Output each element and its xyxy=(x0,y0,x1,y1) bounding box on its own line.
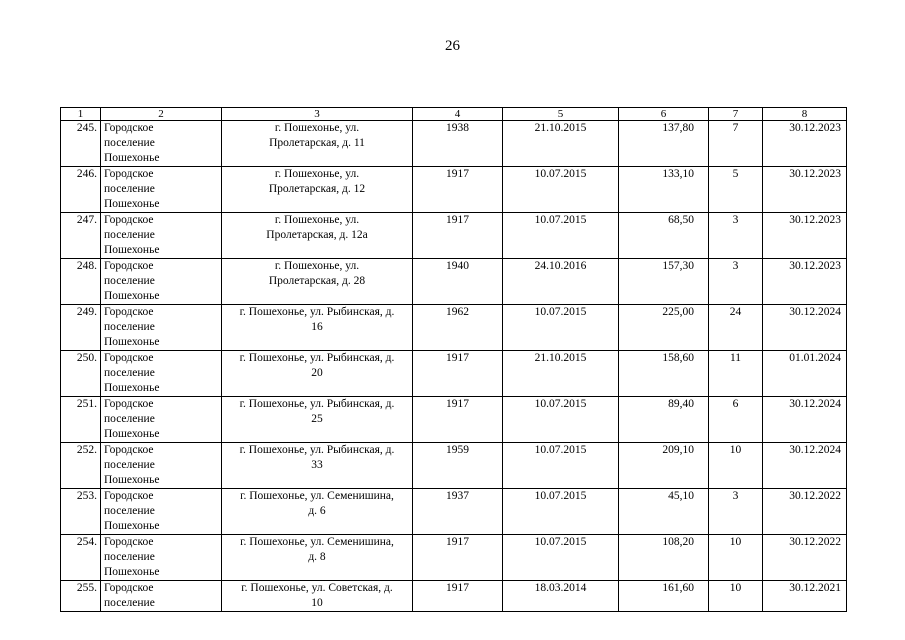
settlement-line: Пошехонье xyxy=(104,566,160,578)
table-row xyxy=(61,351,847,397)
settlement-line: Пошехонье xyxy=(104,198,160,210)
settlement-line: поселение xyxy=(104,137,155,149)
address-line: г. Пошехонье, ул. Советская, д. xyxy=(241,582,393,594)
count-cell: 3 xyxy=(709,213,763,259)
settlement-cell xyxy=(101,535,222,581)
page-number: 26 xyxy=(445,38,460,54)
column-number: 5 xyxy=(503,108,619,121)
year-cell: 1917 xyxy=(413,581,503,612)
address-line: г. Пошехонье, ул. xyxy=(274,260,360,272)
settlement-line: Городское xyxy=(104,490,154,502)
count-cell: 7 xyxy=(709,121,763,167)
row-number-cell: 249. xyxy=(61,305,101,351)
address-line: г. Пошехонье, ул. Рыбинская, д. xyxy=(239,398,395,410)
term-cell: 30.12.2023 xyxy=(763,121,847,167)
row-number-cell: 255. xyxy=(61,581,101,612)
year-cell: 1959 xyxy=(413,443,503,489)
table-row xyxy=(61,259,847,305)
address-cell xyxy=(222,213,413,259)
address-cell xyxy=(222,581,413,612)
term-cell: 30.12.2022 xyxy=(763,489,847,535)
count-cell: 5 xyxy=(709,167,763,213)
area-cell: 108,20 xyxy=(619,535,709,581)
count-cell: 3 xyxy=(709,259,763,305)
address-line: г. Пошехонье, ул. xyxy=(274,122,360,134)
count-cell: 6 xyxy=(709,397,763,443)
address-cell xyxy=(222,535,413,581)
settlement-line: Городское xyxy=(104,352,154,364)
date-cell: 21.10.2015 xyxy=(503,121,619,167)
term-cell: 30.12.2023 xyxy=(763,213,847,259)
address-cell xyxy=(222,305,413,351)
count-cell: 3 xyxy=(709,489,763,535)
address-line: Пролетарская, д. 28 xyxy=(268,275,366,287)
settlement-line: Городское xyxy=(104,214,154,226)
address-line: Пролетарская, д. 12 xyxy=(268,183,366,195)
settlement-line: поселение xyxy=(104,597,155,609)
area-cell: 209,10 xyxy=(619,443,709,489)
row-number-cell: 245. xyxy=(61,121,101,167)
settlement-line: Пошехонье xyxy=(104,520,160,532)
address-line: г. Пошехонье, ул. Рыбинская, д. xyxy=(239,306,395,318)
count-cell: 11 xyxy=(709,351,763,397)
area-cell: 157,30 xyxy=(619,259,709,305)
settlement-line: поселение xyxy=(104,367,155,379)
address-cell xyxy=(222,259,413,305)
table-row xyxy=(61,397,847,443)
year-cell: 1917 xyxy=(413,167,503,213)
address-line: 25 xyxy=(311,413,323,425)
settlement-line: поселение xyxy=(104,413,155,425)
address-cell xyxy=(222,351,413,397)
column-number: 1 xyxy=(61,108,101,121)
term-cell: 01.01.2024 xyxy=(763,351,847,397)
term-cell: 30.12.2024 xyxy=(763,397,847,443)
address-line: 16 xyxy=(311,321,323,333)
year-cell: 1917 xyxy=(413,213,503,259)
address-line: 20 xyxy=(311,367,323,379)
term-cell: 30.12.2022 xyxy=(763,535,847,581)
address-line: г. Пошехонье, ул. Семенишина, xyxy=(240,536,394,548)
settlement-line: Пошехонье xyxy=(104,474,160,486)
year-cell: 1937 xyxy=(413,489,503,535)
column-number: 8 xyxy=(763,108,847,121)
settlement-line: Пошехонье xyxy=(104,428,160,440)
address-cell xyxy=(222,121,413,167)
address-line: г. Пошехонье, ул. Рыбинская, д. xyxy=(239,352,395,364)
area-cell: 89,40 xyxy=(619,397,709,443)
address-line: Пролетарская, д. 12а xyxy=(266,229,368,241)
settlement-line: Городское xyxy=(104,398,154,410)
area-cell: 137,80 xyxy=(619,121,709,167)
settlement-line: Городское xyxy=(104,168,154,180)
settlement-cell xyxy=(101,259,222,305)
address-cell xyxy=(222,443,413,489)
table-row xyxy=(61,489,847,535)
address-line: г. Пошехонье, ул. Рыбинская, д. xyxy=(239,444,395,456)
date-cell: 21.10.2015 xyxy=(503,351,619,397)
address-cell xyxy=(222,167,413,213)
table-row xyxy=(61,443,847,489)
area-cell: 225,00 xyxy=(619,305,709,351)
count-cell: 10 xyxy=(709,443,763,489)
column-number: 4 xyxy=(413,108,503,121)
settlement-line: Пошехонье xyxy=(104,290,160,302)
year-cell: 1917 xyxy=(413,397,503,443)
term-cell: 30.12.2023 xyxy=(763,259,847,305)
settlement-cell xyxy=(101,581,222,612)
table-row xyxy=(61,305,847,351)
settlement-line: поселение xyxy=(104,183,155,195)
settlement-cell xyxy=(101,305,222,351)
date-cell: 10.07.2015 xyxy=(503,213,619,259)
housing-registry-table xyxy=(60,107,847,612)
settlement-line: Городское xyxy=(104,582,154,594)
address-line: г. Пошехонье, ул. xyxy=(274,168,360,180)
address-line: д. 8 xyxy=(308,551,326,563)
year-cell: 1940 xyxy=(413,259,503,305)
address-cell xyxy=(222,489,413,535)
settlement-line: поселение xyxy=(104,505,155,517)
year-cell: 1962 xyxy=(413,305,503,351)
term-cell: 30.12.2021 xyxy=(763,581,847,612)
date-cell: 10.07.2015 xyxy=(503,535,619,581)
settlement-line: Городское xyxy=(104,306,154,318)
address-cell xyxy=(222,397,413,443)
settlement-cell xyxy=(101,167,222,213)
settlement-line: Пошехонье xyxy=(104,244,160,256)
year-cell: 1938 xyxy=(413,121,503,167)
settlement-line: Пошехонье xyxy=(104,152,160,164)
area-cell: 68,50 xyxy=(619,213,709,259)
address-line: 33 xyxy=(311,459,323,471)
table-row xyxy=(61,167,847,213)
area-cell: 133,10 xyxy=(619,167,709,213)
area-cell: 158,60 xyxy=(619,351,709,397)
date-cell: 10.07.2015 xyxy=(503,397,619,443)
count-cell: 24 xyxy=(709,305,763,351)
column-number: 6 xyxy=(619,108,709,121)
column-number: 2 xyxy=(101,108,222,121)
settlement-line: Городское xyxy=(104,260,154,272)
term-cell: 30.12.2024 xyxy=(763,305,847,351)
row-number-cell: 248. xyxy=(61,259,101,305)
table-row xyxy=(61,121,847,167)
term-cell: 30.12.2023 xyxy=(763,167,847,213)
column-number-row xyxy=(61,108,847,121)
year-cell: 1917 xyxy=(413,351,503,397)
term-cell: 30.12.2024 xyxy=(763,443,847,489)
address-line: 10 xyxy=(311,597,323,609)
date-cell: 10.07.2015 xyxy=(503,305,619,351)
area-cell: 45,10 xyxy=(619,489,709,535)
settlement-cell xyxy=(101,443,222,489)
settlement-cell xyxy=(101,397,222,443)
settlement-line: поселение xyxy=(104,275,155,287)
settlement-line: поселение xyxy=(104,229,155,241)
table-row xyxy=(61,535,847,581)
address-line: Пролетарская, д. 11 xyxy=(269,137,365,149)
row-number-cell: 253. xyxy=(61,489,101,535)
count-cell: 10 xyxy=(709,581,763,612)
settlement-line: Городское xyxy=(104,444,154,456)
date-cell: 10.07.2015 xyxy=(503,167,619,213)
date-cell: 18.03.2014 xyxy=(503,581,619,612)
address-line: д. 6 xyxy=(308,505,326,517)
count-cell: 10 xyxy=(709,535,763,581)
address-line: г. Пошехонье, ул. xyxy=(274,214,360,226)
settlement-line: Пошехонье xyxy=(104,382,160,394)
settlement-cell xyxy=(101,351,222,397)
settlement-line: Городское xyxy=(104,122,154,134)
settlement-line: поселение xyxy=(104,551,155,563)
row-number-cell: 251. xyxy=(61,397,101,443)
column-number: 3 xyxy=(222,108,413,121)
settlement-line: поселение xyxy=(104,459,155,471)
date-cell: 10.07.2015 xyxy=(503,443,619,489)
settlement-line: Городское xyxy=(104,536,154,548)
row-number-cell: 252. xyxy=(61,443,101,489)
date-cell: 10.07.2015 xyxy=(503,489,619,535)
row-number-cell: 254. xyxy=(61,535,101,581)
row-number-cell: 246. xyxy=(61,167,101,213)
address-line: г. Пошехонье, ул. Семенишина, xyxy=(240,490,394,502)
table-row xyxy=(61,213,847,259)
row-number-cell: 247. xyxy=(61,213,101,259)
date-cell: 24.10.2016 xyxy=(503,259,619,305)
settlement-cell xyxy=(101,489,222,535)
settlement-line: Пошехонье xyxy=(104,336,160,348)
area-cell: 161,60 xyxy=(619,581,709,612)
row-number-cell: 250. xyxy=(61,351,101,397)
year-cell: 1917 xyxy=(413,535,503,581)
column-number: 7 xyxy=(709,108,763,121)
table-row xyxy=(61,581,847,612)
settlement-cell xyxy=(101,121,222,167)
settlement-cell xyxy=(101,213,222,259)
settlement-line: поселение xyxy=(104,321,155,333)
